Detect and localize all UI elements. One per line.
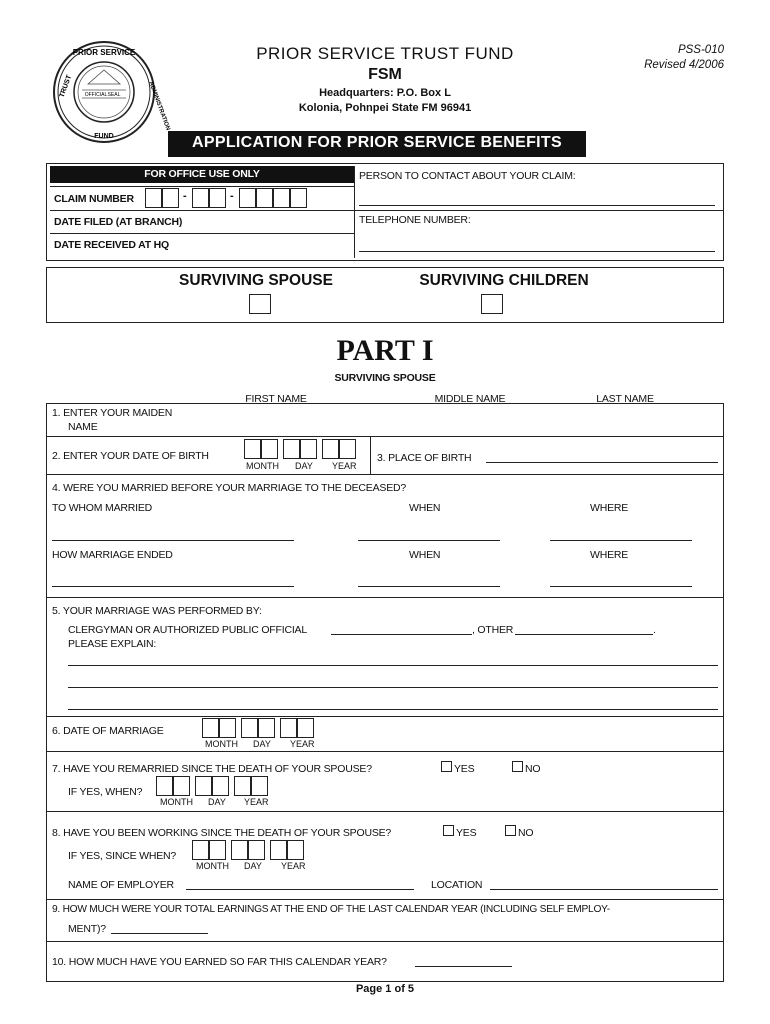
- working-day-caption: DAY: [244, 861, 262, 871]
- seal-top-text: PRIOR SERVICE: [72, 48, 136, 57]
- married-when-field[interactable]: [358, 540, 500, 541]
- q4-when-label-1: WHEN: [409, 502, 441, 514]
- working-day-1[interactable]: [231, 840, 248, 860]
- seal-inner-text-2: SEAL: [107, 92, 121, 98]
- q2-rule: [46, 474, 724, 475]
- remarried-month-1[interactable]: [156, 776, 173, 796]
- ended-where-field[interactable]: [550, 586, 692, 587]
- birth-day-1[interactable]: [283, 439, 300, 459]
- q1-label-line2: NAME: [68, 421, 98, 433]
- surviving-spouse-checkbox[interactable]: [249, 294, 271, 314]
- to-whom-married-field[interactable]: [52, 540, 294, 541]
- q4-where-label-1: WHERE: [590, 502, 629, 514]
- seal-logo: [52, 40, 171, 144]
- form-id: PSS-010: [677, 44, 724, 56]
- form-revised: Revised 4/2006: [644, 59, 724, 71]
- claim-digit-8[interactable]: [290, 188, 307, 208]
- q10-label: 10. HOW MUCH HAVE YOU EARNED SO FAR THIS CALENDAR YEAR?: [52, 956, 387, 968]
- remarried-month-2[interactable]: [173, 776, 190, 796]
- working-year-1[interactable]: [270, 840, 287, 860]
- q8-label: 8. HAVE YOU BEEN WORKING SINCE THE DEATH OF YOUR SPOUSE?: [52, 827, 392, 839]
- marriage-month-1[interactable]: [202, 718, 219, 738]
- q7-yes-label: YES: [454, 763, 475, 775]
- remarried-year-1[interactable]: [234, 776, 251, 796]
- claim-digit-4[interactable]: [209, 188, 226, 208]
- marriage-year-caption: YEAR: [290, 739, 315, 749]
- birth-year-caption: YEAR: [332, 461, 357, 471]
- surviving-spouse-label: SURVIVING SPOUSE: [179, 272, 333, 289]
- married-where-field[interactable]: [550, 540, 692, 541]
- q7-rule: [46, 811, 724, 812]
- col-first-name: FIRST NAME: [245, 393, 307, 405]
- how-marriage-ended-label: HOW MARRIAGE ENDED: [52, 549, 173, 561]
- remarried-year-2[interactable]: [251, 776, 268, 796]
- remarried-year-caption: YEAR: [244, 797, 269, 807]
- working-day-2[interactable]: [248, 840, 265, 860]
- claim-digit-5[interactable]: [239, 188, 256, 208]
- seal-left-text: TRUST: [58, 74, 74, 99]
- phone-label: TELEPHONE NUMBER:: [359, 214, 471, 226]
- explain-line-1[interactable]: [68, 665, 718, 666]
- seal-right-text: ADMINISTRATION: [147, 80, 171, 132]
- to-whom-married-label: TO WHOM MARRIED: [52, 502, 153, 514]
- q7-label: 7. HAVE YOU REMARRIED SINCE THE DEATH OF YOUR SPOUSE?: [52, 763, 372, 775]
- q4-label: 4. WERE YOU MARRIED BEFORE YOUR MARRIAGE TO THE DECEASED?: [52, 482, 407, 494]
- marriage-year-2[interactable]: [297, 718, 314, 738]
- place-of-birth-field[interactable]: [486, 462, 718, 463]
- q8-rule: [46, 899, 724, 900]
- explain-line-2[interactable]: [68, 687, 718, 688]
- q8-no-checkbox[interactable]: [505, 825, 516, 836]
- office-heading: FOR OFFICE USE ONLY: [144, 168, 260, 180]
- seal-inner-text-1: OFFICIAL: [84, 92, 108, 98]
- q8-yes-label: YES: [456, 827, 477, 839]
- claim-dash-2: -: [230, 190, 234, 202]
- q8-no-label: NO: [518, 827, 534, 839]
- claim-digit-1[interactable]: [145, 188, 162, 208]
- banner-text: APPLICATION FOR PRIOR SERVICE BENEFITS: [192, 134, 562, 151]
- seal-bottom-text: FUND: [94, 133, 114, 140]
- date-received-label: DATE RECEIVED AT HQ: [54, 239, 170, 251]
- contact-field[interactable]: [359, 205, 715, 206]
- claim-digit-2[interactable]: [162, 188, 179, 208]
- q7-no-checkbox[interactable]: [512, 761, 523, 772]
- birth-month-caption: MONTH: [246, 461, 279, 471]
- employer-label: NAME OF EMPLOYER: [68, 879, 174, 891]
- q2-label: 2. ENTER YOUR DATE OF BIRTH: [52, 450, 209, 462]
- q6-label: 6. DATE OF MARRIAGE: [52, 725, 164, 737]
- remarried-day-caption: DAY: [208, 797, 226, 807]
- q7-yes-checkbox[interactable]: [441, 761, 452, 772]
- contact-rule: [354, 210, 723, 211]
- claim-digit-7[interactable]: [273, 188, 290, 208]
- marriage-month-2[interactable]: [219, 718, 236, 738]
- clergy-label: CLERGYMAN OR AUTHORIZED PUBLIC OFFICIAL: [68, 624, 307, 636]
- q4-when-label-2: WHEN: [409, 549, 441, 561]
- birth-day-caption: DAY: [295, 461, 313, 471]
- col-last-name: LAST NAME: [596, 393, 654, 405]
- maiden-name-field[interactable]: [195, 404, 721, 436]
- q9-rule: [46, 941, 724, 942]
- location-label: LOCATION: [431, 879, 483, 891]
- q8-ifyes-label: IF YES, SINCE WHEN?: [68, 850, 177, 862]
- location-field[interactable]: [490, 889, 718, 890]
- birth-year-1[interactable]: [322, 439, 339, 459]
- clergy-field[interactable]: [331, 634, 472, 635]
- claim-digit-6[interactable]: [256, 188, 273, 208]
- claim-digit-3[interactable]: [192, 188, 209, 208]
- header-hq-line2: Kolonia, Pohnpei State FM 96941: [298, 102, 472, 114]
- marriage-day-1[interactable]: [241, 718, 258, 738]
- q4-rule: [46, 597, 724, 598]
- q7-ifyes-label: IF YES, WHEN?: [68, 786, 143, 798]
- remarried-month-caption: MONTH: [160, 797, 193, 807]
- part-subtitle: SURVIVING SPOUSE: [334, 372, 436, 384]
- working-year-caption: YEAR: [281, 861, 306, 871]
- col-middle-name: MIDDLE NAME: [434, 393, 506, 405]
- office-rule-3: [50, 233, 354, 234]
- employer-field[interactable]: [186, 889, 414, 890]
- working-month-2[interactable]: [209, 840, 226, 860]
- office-rule-2: [50, 210, 354, 211]
- birth-month-2[interactable]: [261, 439, 278, 459]
- header-hq-line1: Headquarters: P.O. Box L: [319, 87, 451, 99]
- marriage-month-caption: MONTH: [205, 739, 238, 749]
- q9-label-line1: 9. HOW MUCH WERE YOUR TOTAL EARNINGS AT THE END OF THE LAST CALENDAR YEAR (INCLUDING SELF EMPLOY-: [52, 904, 610, 915]
- q3-label: 3. PLACE OF BIRTH: [377, 452, 472, 464]
- office-heading-bar: [50, 166, 354, 183]
- marriage-year-1[interactable]: [280, 718, 297, 738]
- date-filed-label: DATE FILED (AT BRANCH): [54, 216, 183, 228]
- application-banner: [168, 131, 586, 157]
- part-title: PART I: [336, 334, 434, 367]
- working-month-1[interactable]: [192, 840, 209, 860]
- working-month-caption: MONTH: [196, 861, 229, 871]
- q9-label-line2: MENT)?: [68, 923, 106, 935]
- office-rule-1: [50, 186, 354, 187]
- surviving-children-checkbox[interactable]: [481, 294, 503, 314]
- earned-this-year-field[interactable]: [415, 966, 512, 967]
- other-field[interactable]: [515, 634, 653, 635]
- header-title: PRIOR SERVICE TRUST FUND: [256, 44, 514, 63]
- ended-when-field[interactable]: [358, 586, 500, 587]
- other-period: .: [653, 624, 656, 636]
- total-earnings-field[interactable]: [111, 933, 208, 934]
- office-divider: [354, 166, 355, 258]
- marriage-day-2[interactable]: [258, 718, 275, 738]
- remarried-day-1[interactable]: [195, 776, 212, 796]
- marriage-day-caption: DAY: [253, 739, 271, 749]
- claim-dash-1: -: [183, 190, 187, 202]
- explain-label: PLEASE EXPLAIN:: [68, 638, 157, 650]
- header-subtitle: FSM: [368, 66, 402, 83]
- seal-graphic: [52, 40, 171, 144]
- how-ended-field[interactable]: [52, 586, 294, 587]
- working-year-2[interactable]: [287, 840, 304, 860]
- claim-number-label: CLAIM NUMBER: [54, 193, 134, 205]
- birth-day-2[interactable]: [300, 439, 317, 459]
- q2-divider: [370, 436, 371, 474]
- q8-yes-checkbox[interactable]: [443, 825, 454, 836]
- q1-label-line1: 1. ENTER YOUR MAIDEN: [52, 407, 173, 419]
- other-label: , OTHER: [472, 624, 514, 636]
- q1-rule: [46, 436, 724, 437]
- birth-month-1[interactable]: [244, 439, 261, 459]
- phone-field[interactable]: [359, 251, 715, 252]
- remarried-day-2[interactable]: [212, 776, 229, 796]
- surviving-children-label: SURVIVING CHILDREN: [419, 272, 589, 289]
- explain-line-3[interactable]: [68, 709, 718, 710]
- q7-no-label: NO: [525, 763, 541, 775]
- q6-rule: [46, 751, 724, 752]
- q5-label: 5. YOUR MARRIAGE WAS PERFORMED BY:: [52, 605, 262, 617]
- q5-rule: [46, 716, 724, 717]
- birth-year-2[interactable]: [339, 439, 356, 459]
- contact-label: PERSON TO CONTACT ABOUT YOUR CLAIM:: [359, 170, 576, 182]
- q4-where-label-2: WHERE: [590, 549, 629, 561]
- page-number: Page 1 of 5: [355, 983, 415, 995]
